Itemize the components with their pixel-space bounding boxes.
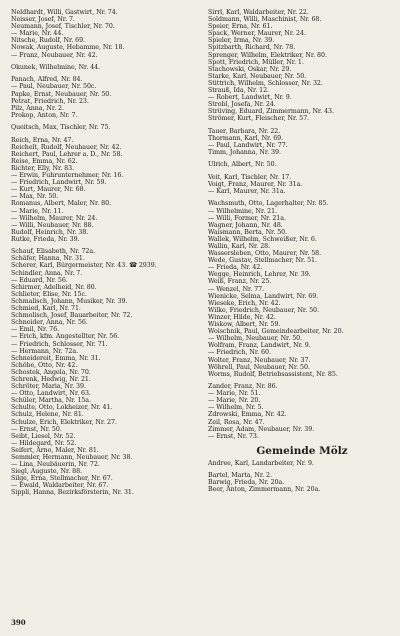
- directory-entry: Reichelt, Rudolf, Neubauer, Nr. 42.: [11, 143, 122, 151]
- directory-entry: Schneidereit, Emma, Nr. 31.: [11, 354, 101, 362]
- directory-entry: — Wilhelmine, Nr. 21.: [208, 207, 278, 215]
- directory-entry: — Max, Nr. 50.: [11, 193, 59, 201]
- directory-entry: Sprenger, Wilhelm, Elektriker, Nr. 80.: [208, 51, 327, 59]
- directory-entry: — Frieda, Nr. 42.: [208, 264, 263, 272]
- directory-entry: — Marie, Nr. 20.: [208, 397, 261, 405]
- directory-entry: — Willi, Neubauer, Nr. 88.: [11, 221, 94, 229]
- directory-entry: — Marie, Nr. 11.: [11, 207, 64, 215]
- directory-entry: Wede, Gustav, Stellmacher, Nr. 51.: [208, 257, 317, 265]
- directory-entry: Woischnik, Paul, Gemeindearbeiter, Nr. 20.: [208, 328, 344, 336]
- directory-entry: Schrenk, Hedwig, Nr. 21.: [11, 375, 91, 383]
- directory-entry: Worms, Rudolf, Betriebsassistent, Nr. 85.: [208, 370, 338, 378]
- directory-entry: — Paul, Neubauer, Nr. 50c.: [11, 83, 97, 91]
- directory-entry: — Lina, Neubäuerin, Nr. 72.: [11, 461, 100, 469]
- directory-entry: Sirrl, Karl, Waldarbeiter, Nr. 22.: [208, 9, 309, 16]
- directory-entry: Nitsche, Rudolf, Nr. 69.: [11, 37, 85, 45]
- directory-entry: Barwig, Frieda, Nr. 20a.: [208, 479, 285, 487]
- directory-entry: Schostek, Angela, Nr. 70.: [11, 368, 91, 376]
- directory-entry: Queitsch, Max, Tischler, Nr. 75.: [11, 124, 111, 132]
- directory-entry: Schindler, Anna, Nr. 7.: [11, 269, 83, 277]
- directory-entry: Weiß, Franz, Nr. 25.: [208, 278, 272, 286]
- directory-entry: Reise, Emma, Nr. 62.: [11, 157, 78, 165]
- section-heading: Gemeinde Mölz: [256, 444, 348, 457]
- directory-entry: Schulze, Erich, Elektriker, Nr. 27.: [11, 418, 117, 426]
- directory-entry: Reichert, Paul, Lehrer a. D., Nr. 58.: [11, 150, 123, 158]
- directory-entry: Romanus, Albert, Maler, Nr. 80.: [11, 200, 112, 208]
- directory-entry: Starke, Karl, Neubauer, Nr. 50.: [208, 72, 307, 80]
- directory-entry: Wienicke, Selma, Landwirt, Nr. 69.: [208, 292, 319, 300]
- directory-entry: Petrat, Friedrich, Nr. 23.: [11, 97, 89, 105]
- directory-entry: Voigt, Franz, Maurer, Nr. 31a.: [208, 180, 303, 188]
- directory-entry: Spitzbarth, Richard, Nr. 78.: [208, 44, 296, 52]
- directory-entry: Panach, Alfred, Nr. 84.: [11, 76, 83, 84]
- directory-entry: Scherer, Karl, Bürgermeister, Nr. 43. ☎ 2939.: [11, 262, 157, 270]
- directory-entry: Soldmann, Willi, Maschinist, Nr. 68.: [208, 16, 322, 24]
- directory-entry: Sippli, Hanna, Bezirksförsterin, Nr. 31.: [11, 489, 134, 497]
- directory-entry: Semmler, Hermann, Neubauer, Nr. 38.: [11, 454, 133, 462]
- directory-entry: Waismann, Berta, Nr. 50.: [208, 228, 288, 236]
- directory-entry: — Marie, Nr. 44.: [11, 30, 64, 38]
- directory-entry: Beer, Anton, Zimmermann, Nr. 20a.: [208, 486, 321, 494]
- directory-entry: Rudolf, Heinrich, Nr. 38.: [11, 228, 89, 236]
- directory-entry: Schüler, Martha, Nr. 15a.: [11, 397, 91, 405]
- directory-entry: Seibt, Liesel, Nr. 52.: [11, 432, 76, 440]
- directory-entry: — Otto, Landwirt, Nr. 63.: [11, 390, 91, 398]
- directory-entry: Neldhardt, Willi, Gastwirt, Nr. 74.: [11, 9, 118, 16]
- directory-entry: Wallin, Karl, Nr. 28.: [208, 243, 271, 250]
- directory-entry: Wagner, Johann, Nr. 48.: [208, 221, 283, 229]
- directory-entry: — Hermann, Nr. 72a.: [11, 347, 79, 355]
- directory-entry: Schirmer, Adelheid, Nr. 80.: [11, 283, 97, 291]
- directory-entry: Wiskow, Albert, Nr. 59.: [208, 321, 281, 329]
- directory-entry: — Hildegard, Nr. 52.: [11, 439, 77, 447]
- directory-entry: Veit, Karl, Tischler, Nr. 17.: [208, 173, 292, 181]
- directory-entry: Schulz, Helene, Nr. 81.: [11, 411, 84, 419]
- directory-entry: — Emil, Nr. 76.: [11, 326, 59, 334]
- directory-entry: Timm, Johanna, Nr. 39.: [208, 149, 281, 157]
- directory-entry: Prokop, Anton, Nr. 7.: [11, 111, 78, 119]
- right-column: [208, 9, 396, 494]
- directory-entry: Strömer, Kurt, Fleischer, Nr. 57.: [208, 115, 310, 123]
- directory-entry: Rutke, Frieda, Nr. 39.: [11, 235, 80, 243]
- directory-entry: — Wilhelm, Maurer, Nr. 24.: [11, 214, 98, 222]
- directory-entry: Schneider, Anna, Nr. 56.: [11, 319, 88, 327]
- directory-entry: Speier, Erna, Nr. 61.: [208, 23, 273, 31]
- directory-entry: Strauß, Ida, Nr. 12.: [208, 87, 269, 95]
- directory-entry: — Karl, Maurer, Nr. 31a.: [208, 188, 286, 196]
- directory-entry: Schröter, Maria, Nr. 39.: [11, 383, 86, 391]
- directory-entry: Neisser, Josef, Nr. 7.: [11, 16, 75, 24]
- directory-entry: Ulrich, Albert, Nr. 50.: [208, 161, 277, 169]
- directory-entry: Schmalisch, Johann, Musiker, Nr. 39.: [11, 297, 128, 305]
- directory-entry: Schlieter, Elise, Nr. 15c.: [11, 290, 87, 298]
- directory-entry: — Franz, Neubauer, Nr. 42.: [11, 51, 98, 59]
- directory-entry: Silge, Erna, Stellmacher, Nr. 67.: [11, 475, 113, 483]
- directory-entry: Stachowski, Oskar, Nr. 29.: [208, 65, 292, 73]
- directory-entry: — Friedrich, Nr. 60.: [208, 349, 271, 357]
- directory-entry: Spieler, Irma, Nr. 39.: [208, 37, 275, 45]
- directory-entry: Zimmer, Adam, Neubauer, Nr. 39.: [208, 425, 315, 433]
- directory-entry: Wilke, Friedrich, Neubauer, Nr. 50.: [208, 306, 319, 314]
- directory-entry: Pilz, Anna, Nr. 2.: [11, 104, 64, 112]
- directory-entry: Zander, Franz, Nr. 86.: [208, 383, 278, 391]
- directory-entry: Tauer, Barbara, Nr. 22.: [208, 127, 281, 135]
- directory-entry: — Ewald, Waldarbeiter, Nr. 67.: [11, 482, 109, 490]
- directory-entry: Neumann, Josef, Tischler, Nr. 70.: [11, 23, 115, 31]
- directory-entry: Bartel, Marta, Nr. 2.: [208, 472, 272, 480]
- directory-entry: Zdrowski, Emma, Nr. 42.: [208, 411, 287, 419]
- directory-entry: Spack, Werner, Maurer, Nr. 24.: [208, 30, 306, 38]
- directory-entry: Schöbe, Otto, Nr. 42.: [11, 361, 78, 369]
- directory-entry: Winzer, Hilde, Nr. 42.: [208, 313, 276, 321]
- directory-entry: — Kurt, Maurer, Nr. 68.: [11, 186, 86, 194]
- directory-entry: Wachsmuth, Otto, Lagerhalter, Nr. 85.: [208, 200, 329, 208]
- directory-entry: — Erwin, Fuhrunternehmer, Nr. 16.: [11, 172, 124, 180]
- right-column-top-list: [208, 9, 396, 440]
- directory-entry: Reich, Erna, Nr. 47.: [11, 136, 74, 144]
- left-column: [11, 9, 199, 497]
- directory-entry: Wieseke, Erich, Nr. 42.: [208, 299, 281, 307]
- directory-entry: Spott, Friedrich, Müller, Nr. 1.: [208, 58, 304, 66]
- directory-entry: Papke, Ernst, Neubauer, Nr. 50.: [11, 90, 112, 98]
- directory-entry: Siegl, Auguste, Nr. 88.: [11, 468, 82, 476]
- directory-entry: Nowak, Auguste, Hebamme, Nr. 18.: [11, 44, 125, 52]
- directory-entry: Thormann, Karl, Nr. 69.: [208, 134, 284, 142]
- directory-entry: — Wenzel, Nr. 77.: [208, 285, 265, 293]
- directory-entry: — Wilhelm, Nr. 5.: [208, 404, 264, 412]
- directory-entry: — Eduard, Nr. 56.: [11, 276, 68, 284]
- directory-entry: Wallek, Wilhelm, Schweißer, Nr. 6.: [208, 235, 317, 243]
- directory-entry: — Ernst, Nr. 73.: [208, 432, 259, 440]
- directory-entry: Okunek, Wilhelmine, Nr. 44.: [11, 63, 101, 71]
- directory-entry: Strobl, Josefa, Nr. 24.: [208, 101, 276, 109]
- directory-entry: — Robert, Landwirt, Nr. 9.: [208, 94, 292, 102]
- right-column-bottom-list: [208, 460, 396, 494]
- directory-entry: — Wilhelm, Neubauer, Nr. 50.: [208, 335, 303, 343]
- directory-entry: Strüving, Eduard, Zimmermann, Nr. 43.: [208, 108, 334, 116]
- directory-entry: — Willi, Former, Nr. 21a.: [208, 214, 286, 222]
- directory-entry: — Paul, Landwirt, Nr. 77.: [208, 141, 288, 149]
- directory-entry: Schmied, Karl, Nr. 71.: [11, 305, 81, 313]
- directory-entry: Schulte, Otto, Lokheizer, Nr. 41.: [11, 404, 113, 412]
- page-number: 390: [11, 618, 26, 627]
- directory-entry: Seifert, Arno, Maler, Nr. 81.: [11, 446, 99, 454]
- directory-entry: Zeil, Rosa, Nr. 47.: [208, 418, 265, 426]
- directory-entry: Wolfram, Franz, Landwirt, Nr. 9.: [208, 342, 311, 350]
- directory-entry: — Friedrich, Schlosser, Nr. 71.: [11, 340, 108, 348]
- directory-entry: Wöhrell, Paul, Neubauer, Nr. 50.: [208, 363, 310, 371]
- directory-entry: — Ernst, Nr. 50.: [11, 425, 62, 433]
- directory-entry: — Erich, kfm. Angestellter, Nr. 56.: [11, 333, 120, 341]
- directory-entry: Richter, Elly, Nr. 83.: [11, 164, 75, 172]
- directory-entry: Schmolisch, Josef, Bauarbeiter, Nr. 72.: [11, 312, 133, 320]
- directory-entry: Wassersleben, Otto, Maurer, Nr. 58.: [208, 250, 322, 258]
- directory-entry: Stittrich, Wilhelm, Schlosser, Nr. 32.: [208, 79, 323, 87]
- directory-entry: Wolter, Franz, Neubauer, Nr. 37.: [208, 356, 311, 364]
- directory-entry: — Friedrich, Landwirt, Nr. 59.: [11, 179, 107, 187]
- directory-entry: Andree, Karl, Landarbeiter, Nr. 9.: [208, 459, 314, 467]
- directory-entry: Wegge, Heinrich, Lehrer, Nr. 39.: [208, 271, 311, 279]
- directory-entry: — Marie, Nr. 51.: [208, 390, 261, 398]
- directory-entry: Schauf, Elisabeth, Nr. 72a.: [11, 248, 96, 256]
- directory-entry: Schäfer, Hanna, Nr. 31.: [11, 255, 85, 263]
